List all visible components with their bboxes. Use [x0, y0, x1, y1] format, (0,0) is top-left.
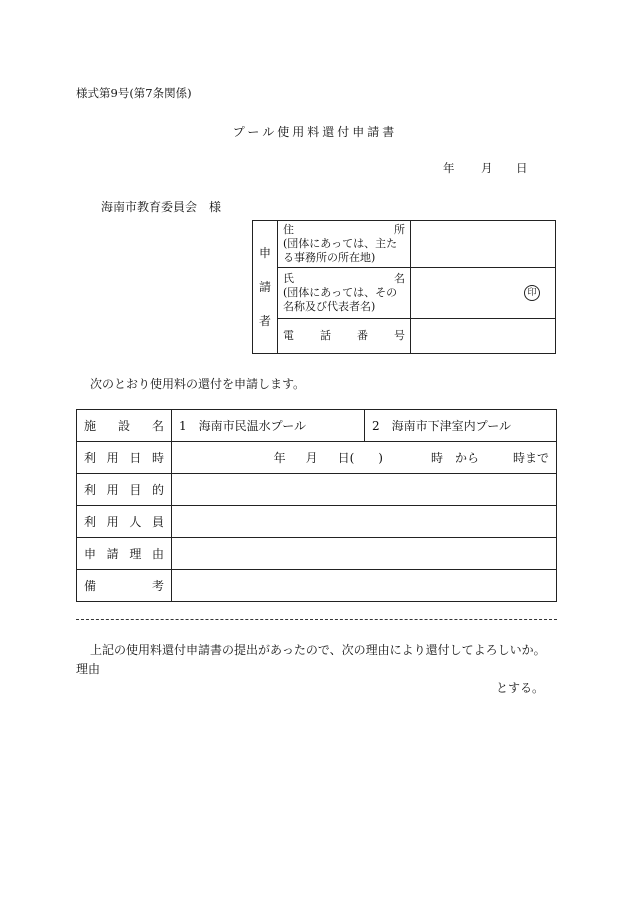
dashed-divider — [76, 619, 557, 620]
reason-label-char: 由 — [151, 547, 164, 561]
addressee — [101, 198, 221, 215]
datetime-label-char: 利 — [84, 451, 97, 465]
phone-label-char: 電 — [283, 329, 294, 342]
phone-label — [278, 319, 411, 354]
reason-label-char: 請 — [106, 547, 119, 561]
role-char: 申 — [258, 246, 271, 260]
address-label-char: 所 — [394, 223, 405, 236]
phone-label-char: 番 — [357, 329, 368, 342]
intro-text: 次のとおり使用料の還付を申請します。 — [90, 377, 306, 391]
datetime-from: 時 から — [430, 451, 479, 465]
facility-label — [77, 410, 172, 442]
role-char: 請 — [258, 280, 271, 294]
datetime-day: 日( ) — [337, 451, 383, 465]
facility-label-char: 設 — [117, 419, 130, 433]
approval-text: 上記の使用料還付申請書の提出があったので、次の理由により還付してよろしいか。 — [90, 643, 546, 657]
phone-field[interactable] — [411, 319, 556, 354]
people-label-char: 利 — [84, 515, 97, 529]
remarks-label-char: 考 — [151, 579, 164, 593]
addressee-honorific: 様 — [209, 200, 222, 214]
refund-reason-tail: とする。 — [495, 681, 544, 695]
applicant-table — [252, 220, 556, 354]
facility-label-char: 名 — [151, 419, 164, 433]
date-month: 月 — [481, 161, 493, 175]
date-day: 日 — [516, 161, 528, 175]
purpose-label-char: 目 — [129, 483, 142, 497]
datetime-year: 年 — [273, 451, 286, 465]
purpose-label-char: 的 — [151, 483, 164, 497]
date-year: 年 — [443, 161, 455, 175]
datetime-month: 月 — [305, 451, 318, 465]
refund-reason-label: 理由 — [76, 662, 101, 676]
phone-label-char: 話 — [320, 329, 331, 342]
name-label-char: 氏 — [283, 272, 294, 285]
purpose-label-char: 利 — [84, 483, 97, 497]
address-label-char: 住 — [283, 223, 294, 236]
reason-label-char: 申 — [84, 547, 97, 561]
people-label — [77, 506, 172, 538]
remarks-label — [77, 570, 172, 602]
facility-option-2[interactable]: 2 海南市下津室内プール — [365, 410, 557, 442]
details-table — [76, 409, 557, 602]
datetime-label-char: 用 — [106, 451, 119, 465]
reason-label-char: 理 — [129, 547, 142, 561]
people-label-char: 用 — [106, 515, 119, 529]
name-note: (団体にあっては、その名称及び代表者名) — [283, 286, 398, 313]
seal-icon: 印 — [524, 285, 540, 301]
remarks-field[interactable] — [172, 570, 557, 602]
people-label-char: 人 — [129, 515, 142, 529]
remarks-label-char: 備 — [84, 579, 97, 593]
applicant-role-label — [253, 221, 278, 354]
people-label-char: 員 — [151, 515, 164, 529]
address-note: (団体にあっては、主たる事務所の所在地) — [283, 237, 398, 264]
datetime-label-char: 時 — [151, 451, 164, 465]
form-number: 様式第9号(第7条関係) — [76, 86, 192, 100]
datetime-label — [77, 442, 172, 474]
role-char: 者 — [258, 314, 271, 328]
name-field[interactable] — [411, 268, 556, 319]
facility-option-1[interactable]: 1 海南市民温水プール — [172, 410, 365, 442]
address-label — [278, 221, 411, 268]
name-label — [278, 268, 411, 319]
people-field[interactable] — [172, 506, 557, 538]
address-field[interactable] — [411, 221, 556, 268]
purpose-field[interactable] — [172, 474, 557, 506]
datetime-label-char: 日 — [129, 451, 142, 465]
datetime-field[interactable] — [172, 442, 557, 474]
name-label-char: 名 — [394, 272, 405, 285]
phone-label-char: 号 — [394, 329, 405, 342]
reason-field[interactable] — [172, 538, 557, 570]
reason-label — [77, 538, 172, 570]
datetime-until: 時まで — [512, 451, 549, 465]
document-title: プール使用料還付申請書 — [232, 125, 398, 139]
addressee-name: 海南市教育委員会 — [101, 200, 198, 214]
purpose-label — [77, 474, 172, 506]
purpose-label-char: 用 — [106, 483, 119, 497]
facility-label-char: 施 — [84, 419, 97, 433]
